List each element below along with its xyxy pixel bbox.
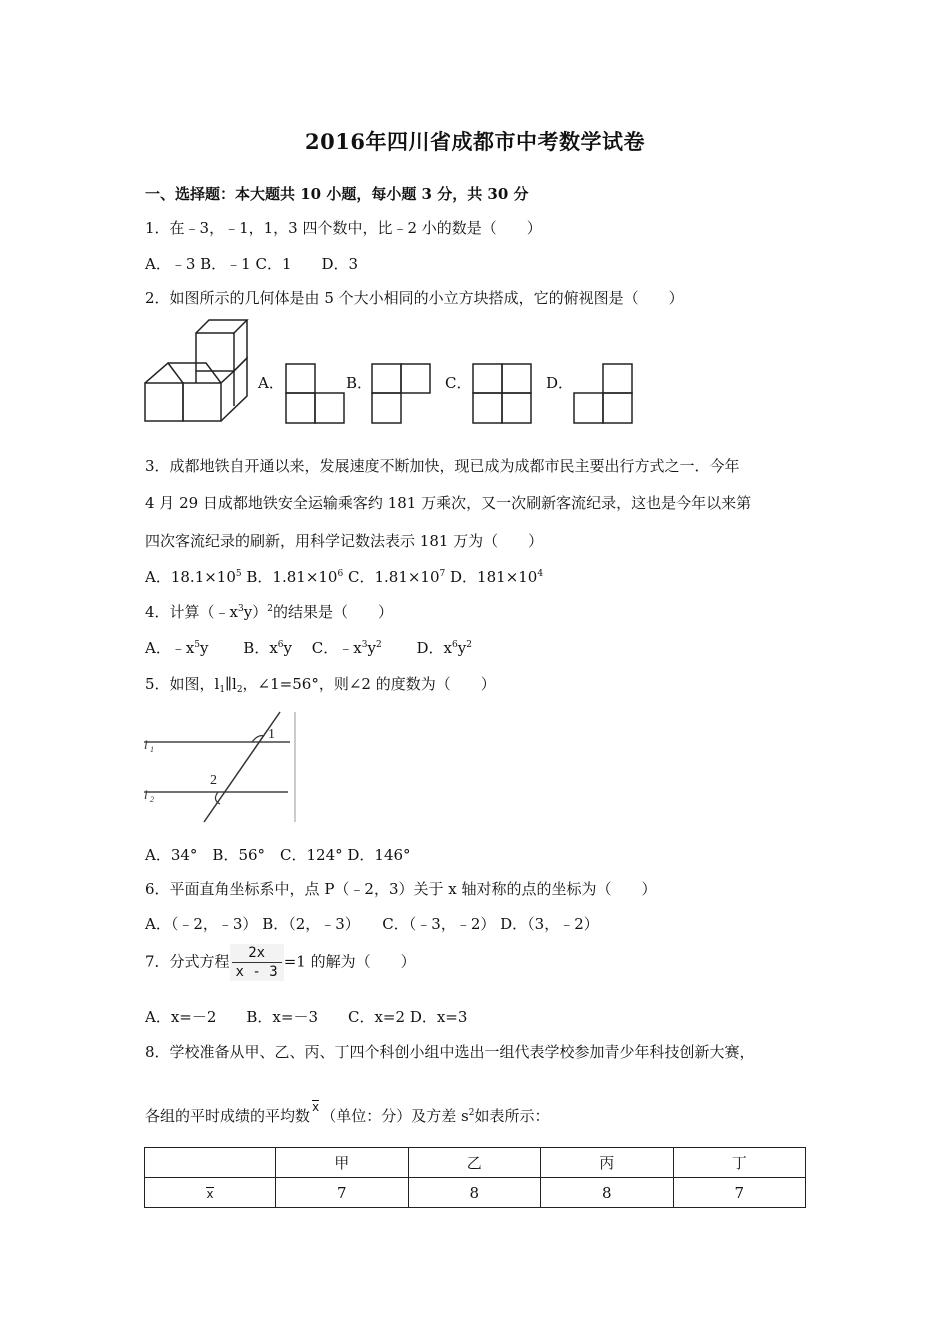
table-cell: 8 bbox=[408, 1178, 541, 1208]
question-6-stem: 6．平面直角坐标系中，点 P（﹣2，3）关于 x 轴对称的点的坐标为（ ） bbox=[145, 880, 657, 898]
option-b-label: B． bbox=[346, 374, 373, 392]
table-cell: 7 bbox=[673, 1178, 806, 1208]
table-cell: 乙 bbox=[408, 1148, 541, 1178]
angle-2-label: 2 bbox=[210, 773, 217, 788]
question-5-options: A．34° B．56° C．124° D．146° bbox=[145, 846, 411, 864]
section-heading: 一、选择题：本大题共 10 小题，每小题 3 分，共 30 分 bbox=[145, 185, 529, 203]
question-8-line-1: 8．学校准备从甲、乙、丙、丁四个科创小组中选出一组代表学校参加青少年科技创新大赛， bbox=[145, 1043, 755, 1061]
question-3-line-3: 四次客流纪录的刷新，用科学记数法表示 181 万为（ ） bbox=[145, 532, 544, 550]
table-cell: 甲 bbox=[276, 1148, 409, 1178]
option-a-label: A． bbox=[258, 374, 284, 392]
option-d-label: D． bbox=[546, 374, 574, 392]
question-5-stem: 5．如图，$l_1\parallel l_2$，∠1=56°，则∠2 的度数为（ ） bbox=[145, 675, 496, 695]
top-view-option-b bbox=[371, 363, 433, 425]
line-l2-label: l bbox=[144, 787, 148, 802]
table-cell: 7 bbox=[276, 1178, 409, 1208]
svg-text:1: 1 bbox=[150, 745, 154, 754]
table-cell bbox=[145, 1148, 276, 1178]
top-view-option-c bbox=[472, 363, 534, 425]
mean-symbol: x bbox=[312, 1100, 320, 1114]
question-1-options: A．﹣3 B．﹣1 C．1 D．3 bbox=[145, 255, 359, 273]
table-cell bbox=[145, 1178, 276, 1208]
table-cell: 8 bbox=[541, 1178, 674, 1208]
question-4-stem: 4．计算$(﹣x^3y)^2$的结果是（ ） bbox=[145, 603, 393, 621]
option-c-label: C． bbox=[445, 374, 472, 392]
table-row bbox=[145, 1148, 806, 1178]
question-3-line-1: 3．成都地铁自开通以来，发展速度不断加快，现已成为成都市民主要出行方式之一．今年 bbox=[145, 457, 740, 475]
question-4-options: A．$﹣x^5y$ B．$x^6y$ C．$﹣x^3y^2$ D．$x^6y^2$ bbox=[145, 639, 472, 657]
question-2-stem: 2．如图所示的几何体是由 5 个大小相同的小立方块搭成，它的俯视图是（ ） bbox=[145, 289, 684, 307]
angle-1-label: 1 bbox=[268, 727, 275, 742]
mean-symbol: x bbox=[206, 1186, 214, 1201]
table-row bbox=[145, 1178, 806, 1208]
svg-text:2: 2 bbox=[150, 795, 154, 804]
fraction-equation: $\frac{2x}{x - 3}$ bbox=[230, 944, 284, 981]
line-l1-label: l bbox=[144, 737, 148, 752]
table-cell: 丙 bbox=[541, 1148, 674, 1178]
question-7-options: A．x=－2 B．x=－3 C．x=2 D．x=3 bbox=[145, 1008, 468, 1026]
question-8-line-2: 各组的平时成绩的平均数 x （单位：分）及方差 $s^2$如表所示： bbox=[145, 1100, 550, 1125]
question-6-options: A．（﹣2，﹣3） B．（2，﹣3） C．（﹣3，﹣2） D．（3，﹣2） bbox=[145, 915, 599, 933]
top-view-option-d bbox=[573, 363, 635, 425]
parallel-lines-figure bbox=[140, 710, 300, 825]
scores-table bbox=[144, 1147, 806, 1208]
question-3-line-2: 4 月 29 日成都地铁安全运输乘客约 181 万乘次，又一次刷新客流纪录，这也是今年以来第 bbox=[145, 494, 752, 512]
cube-solid-figure bbox=[143, 318, 253, 424]
question-3-options: A．$18.1\times 10^5$ B．$1.81\times 10^6$ C．$1.81\times 10^7$ D．$181\times 10^4$ bbox=[145, 568, 544, 586]
question-7-stem: 7．分式方程 $\frac{2x}{x - 3}$ =1 的解为（ ） bbox=[145, 945, 416, 980]
question-1-stem: 1．在﹣3，﹣1，1，3 四个数中，比﹣2 小的数是（ ） bbox=[145, 219, 542, 237]
table-cell: 丁 bbox=[673, 1148, 806, 1178]
page-title: 2016年四川省成都市中考数学试卷 bbox=[305, 129, 645, 154]
top-view-option-a bbox=[285, 363, 345, 425]
